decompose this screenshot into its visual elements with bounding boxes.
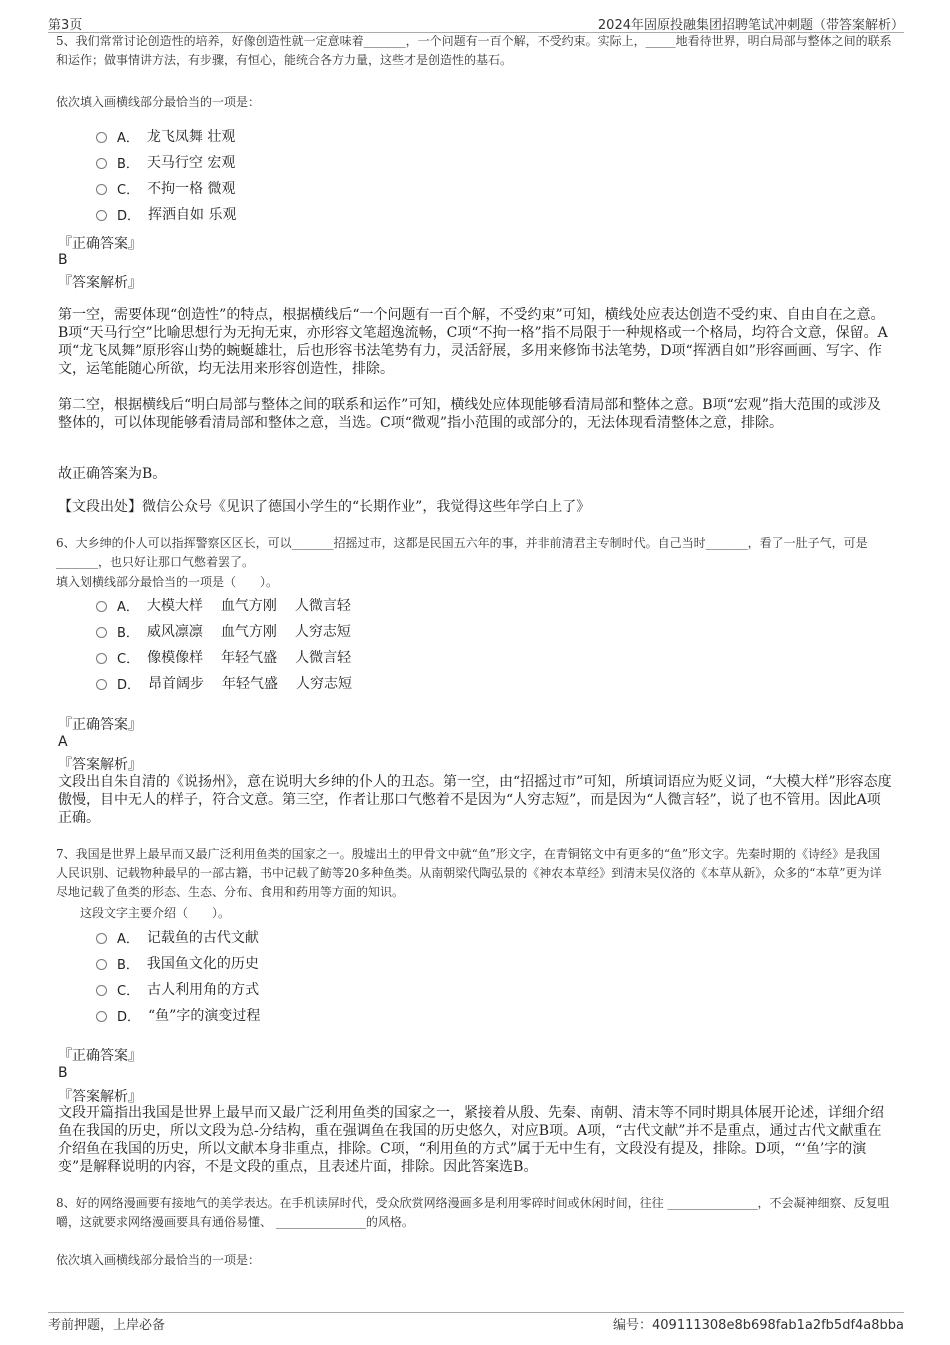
radio-icon[interactable] xyxy=(96,601,107,612)
analysis-paragraph: 第二空，根据横线后“明白局部与整体之间的联系和运作”可知，横线处应体现能够看清局部和整体之意。B项“宏观”指大范围的或涉及整体的，可以体现能够看清局部和整体之意，当选。C项“微观”指小范围的或部分的，无法体现看清整体之意，排除。 xyxy=(58,397,881,431)
question-7-option-c[interactable]: C． 古人利用角的方式 xyxy=(96,979,259,999)
page-footer xyxy=(0,1300,950,1345)
question-6-option-c[interactable]: C． 像模像样 年轻气盛 人微言轻 xyxy=(96,647,369,667)
radio-icon[interactable] xyxy=(96,1011,107,1022)
analysis-conclusion: 故正确答案为B。 xyxy=(58,466,167,482)
radio-icon[interactable] xyxy=(96,985,107,996)
question-8-prompt: 依次填入画横线部分最恰当的一项是： xyxy=(56,1253,261,1267)
page-header xyxy=(0,0,950,34)
footer-slogan: 考前押题，上岸必备 xyxy=(48,1318,166,1333)
answer-label: 『正确答案』 xyxy=(58,717,142,733)
radio-icon[interactable] xyxy=(96,184,107,195)
question-7-text: 7、我国是世界上最早而又最广泛利用鱼类的国家之一。殷墟出土的甲骨文中就“鱼”形文字，在青铜铭文中有更多的“鱼”形文字。先秦时期的《诗经》是我国人民识别、记载物种最早的一部古籍，书中记载了鲂等20多种鱼类。从南朝梁代陶弘景的《神农本草经》到清末吴仪洛的《本草从新》，众多的“本草”更为详尽地记载了鱼类的形态、生态、分布、食用和药用等方面的知识。 xyxy=(56,847,882,899)
question-6-text: 6、大乡绅的仆人可以指挥警察区区长，可以_______招摇过市，这都是民国五六年的事，并非前清君主专制时代。自己当时_______，看了一肚子气，可是_______，也只好让那口气憋着罢了。 xyxy=(56,536,868,569)
analysis-label: 『答案解析』 xyxy=(58,1089,142,1105)
radio-icon[interactable] xyxy=(96,210,107,221)
radio-icon[interactable] xyxy=(96,933,107,944)
analysis-label: 『答案解析』 xyxy=(58,757,142,773)
question-6-prompt: 填入划横线部分最恰当的一项是（ ）。 xyxy=(56,575,279,589)
document-title: 2024年固原投融集团招聘笔试冲刺题（带答案解析） xyxy=(597,18,904,33)
question-7-prompt: 这段文字主要介绍（ ）。 xyxy=(80,906,231,920)
correct-answer: B xyxy=(58,252,68,268)
question-6-option-b[interactable]: B． 威风凛凛 血气方刚 人穷志短 xyxy=(96,621,369,641)
question-5-option-c[interactable]: C． 不拘一格 微观 xyxy=(96,178,236,198)
source-citation: 【文段出处】微信公众号《见识了德国小学生的“长期作业”，我觉得这些年学白上了》 xyxy=(58,499,591,515)
radio-icon[interactable] xyxy=(96,679,107,690)
analysis-label: 『答案解析』 xyxy=(58,275,142,291)
question-5-option-a[interactable]: A． 龙飞凤舞 壮观 xyxy=(96,126,235,146)
question-7-option-a[interactable]: A． 记载鱼的古代文献 xyxy=(96,927,259,947)
question-5-option-b[interactable]: B． 天马行空 宏观 xyxy=(96,152,235,172)
radio-icon[interactable] xyxy=(96,132,107,143)
answer-label: 『正确答案』 xyxy=(58,1048,142,1064)
radio-icon[interactable] xyxy=(96,158,107,169)
radio-icon[interactable] xyxy=(96,959,107,970)
analysis-paragraph: 第一空，需要体现“创造性”的特点，根据横线后“一个问题有一百个解，不受约束”可知，横线处应表达创造不受约束、自由自在之意。B项“天马行空”比喻思想行为无拘无束，亦形容文笔超逸流畅，C项“不拘一格”指不局限于一种规格或一个格局，均符合文意，保留。A项“龙飞凤舞”原形容山势的蜿蜒雄壮，后也形容书法笔势有力，灵活舒展，多用来修饰书法笔势，D项“挥洒自如”形容画画、写字、作文，运笔能随心所欲，均无法用来形容创造性，排除。 xyxy=(58,307,888,377)
question-6-option-a[interactable]: A． 大模大样 血气方刚 人微言轻 xyxy=(96,595,369,615)
question-8-text: 8、好的网络漫画要有接地气的美学表达。在手机读屏时代，受众欣赏网络漫画多是利用零碎时间或休闲时间，往往 _______________，不会凝神细察、反复咀嚼，这就要求网络漫画要具有通俗易懂、 _______________的风格。 xyxy=(56,1196,890,1229)
question-6-option-d[interactable]: D． 昂首阔步 年轻气盛 人穷志短 xyxy=(96,673,370,693)
answer-label: 『正确答案』 xyxy=(58,236,142,252)
question-5-prompt: 依次填入画横线部分最恰当的一项是： xyxy=(56,95,261,109)
correct-answer: A xyxy=(58,734,68,750)
page-number: 第3页 xyxy=(48,18,83,33)
radio-icon[interactable] xyxy=(96,627,107,638)
footer-divider xyxy=(48,1312,904,1313)
document-id: 编号：409111308e8b698fab1a2fb5df4a8bba xyxy=(613,1318,904,1333)
question-7-option-d[interactable]: D． “鱼”字的演变过程 xyxy=(96,1005,260,1025)
question-5-option-d[interactable]: D． 挥洒自如 乐观 xyxy=(96,204,236,224)
question-5-text: 5、我们常常讨论创造性的培养，好像创造性就一定意味着_______，一个问题有一百个解，不受约束。实际上，_____地看待世界，明白局部与整体之间的联系和运作；做事情讲方法，有步骤，有恒心，能统合各方力量，这些才是创造性的基石。 xyxy=(56,34,892,67)
radio-icon[interactable] xyxy=(96,653,107,664)
analysis-paragraph: 文段开篇指出我国是世界上最早而又最广泛利用鱼类的国家之一，紧接着从殷、先秦、南朝、清末等不同时期具体展开论述，详细介绍鱼在我国的历史，所以文段为总-分结构，重在强调鱼在我国的历史悠久，对应B项。A项，“古代文献”并不是重点，通过古代文献重在介绍鱼在我国的历史，所以文献本身非重点，排除。C项，“利用鱼的方式”属于无中生有，文段没有提及，排除。D项，“‘鱼’字的演变”是解释说明的内容，不是文段的重点，且表述片面，排除。因此答案选B。 xyxy=(58,1105,884,1175)
question-7-option-b[interactable]: B． 我国鱼文化的历史 xyxy=(96,953,259,973)
correct-answer: B xyxy=(58,1065,68,1081)
analysis-paragraph: 文段出自朱自清的《说扬州》，意在说明大乡绅的仆人的丑态。第一空，由“招摇过市”可知，所填词语应为贬义词，“大模大样”形容态度傲慢，目中无人的样子，符合文意。第三空，作者让那口气憋着不是因为“人穷志短”，而是因为“人微言轻”，说了也不管用。因此A项正确。 xyxy=(58,774,892,826)
